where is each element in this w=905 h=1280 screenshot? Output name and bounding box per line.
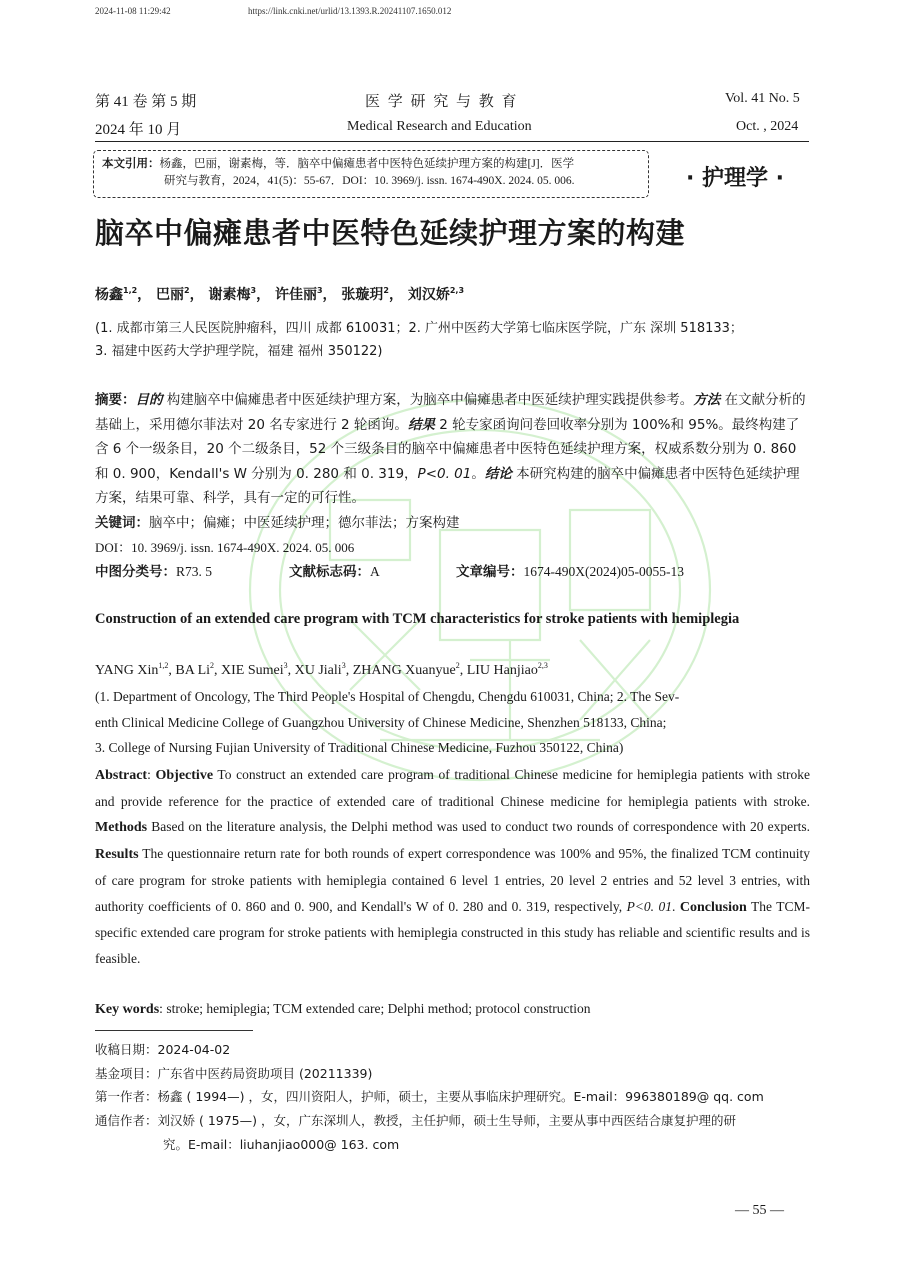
p-value-cn: P<0. 01	[417, 465, 472, 482]
keywords-cn	[95, 511, 810, 536]
doi: DOI：10. 3969/j. issn. 1674-490X. 2024. 05. 006	[95, 540, 355, 555]
clc-value: R73. 5	[176, 564, 213, 579]
results-cn-end: 。	[471, 465, 485, 482]
p-value-en: P<0. 01	[626, 898, 673, 914]
affiliation-cn-line: (1. 成都市第三人民医院肿瘤科，四川 成都 610031；2. 广州中医药大学第七临床医学院，广东 深圳 518133；	[95, 321, 743, 336]
doc-code-label: 文献标志码：	[289, 564, 370, 580]
affiliations-en	[95, 684, 810, 761]
authors-cn: 杨鑫$^{1,2}$， 巴丽$^2$， 谢素梅$^3$， 许佳丽$^3$， 张璇玥$^2$， 刘汉娇$^{2,3}$	[95, 286, 465, 303]
abstract-en: Abstract: Objective To construct an extended care program of traditional Chinese medicine for hemiplegia patients with stroke and provide reference for the practice of extended care of traditional Chinese medicine for hemiplegia patients with stroke. Methods Based on the literature analysis, the Delphi method was used to conduct two rounds of correspondence with 20 experts. Results The questionnaire return rate for both rounds of expert correspondence was 100% and 95%, the finalized TCM continuity of care program for stroke patients with hemiplegia contained 6 level 1 entries, 20 level 2 entries and 52 level 3 entries, with authority coefficients of 0. 860 and 0. 900, and Kendall's W of 0. 280 and 0. 319, respectively, P<0. 01. Conclusion The TCM- specific extended care program for stroke patients with hemiplegia constructed in this study has reliable and scientific results and is feasible.	[95, 767, 810, 966]
author-sup: 2	[184, 286, 190, 295]
doc-code-value: A	[370, 564, 380, 579]
author-en: LIU Hanjiao	[466, 663, 538, 678]
date-cn: 2024 年 10 月	[95, 122, 182, 138]
download-timestamp: 2024-11-08 11:29:42	[95, 6, 171, 16]
authors-en: YANG Xin$^{1,2}$, BA Li$^2$, XIE Sumei$^3$, XU Jiali$^3$, ZHANG Xuanyue$^2$, LIU Hanjiao$^{2,3}$	[95, 661, 548, 678]
author-cn: 许佳丽	[274, 287, 317, 303]
affiliations-cn	[95, 317, 810, 363]
citation-line2: 研究与教育，2024，41(5)：55-67．DOI：10. 3969/j. issn. 1674-490X. 2024. 05. 006.	[164, 175, 575, 187]
author-sup: 1,2	[158, 661, 169, 670]
journal-name-en: Medical Research and Education	[347, 119, 532, 134]
affiliation-cn-line: 3. 福建中医药大学护理学院，福建 福州 350122)	[95, 344, 383, 359]
affiliation-en-line: enth Clinical Medicine College of Guangzhou University of Chinese Medicine, Shenzhen 518133, China;	[95, 714, 667, 730]
download-url[interactable]: https://link.cnki.net/urlid/13.1393.R.20241107.1650.012	[248, 6, 452, 16]
author-cn: 张璇玥	[341, 287, 384, 303]
footnote-first-author: 第一作者：杨鑫 ( 1994—) ，女，四川资阳人，护师，硕士，主要从事临床护理研究。E-mail：996380189@ qq. com	[95, 1089, 764, 1104]
abstract-cn-label: 摘要：	[95, 392, 136, 408]
journal-name-cn: 医 学 研 究 与 教 育	[365, 94, 519, 110]
keywords-cn-label: 关键词：	[95, 515, 149, 531]
article-no-label: 文章编号：	[456, 564, 524, 580]
author-sup: 2	[210, 661, 215, 670]
results-en-label: Results	[95, 847, 139, 863]
objective-cn-label: 目的	[135, 392, 163, 408]
article-title-en: Construction of an extended care program with TCM characteristics for stroke patients with hemiplegia	[95, 611, 740, 627]
author-cn: 巴丽	[156, 287, 185, 303]
header-rule	[95, 141, 809, 142]
keywords-en: Key words: stroke; hemiplegia; TCM extended care; Delphi method; protocol construction	[95, 1001, 591, 1017]
results-en-end: .	[672, 898, 680, 914]
abstract-en-label: Abstract	[95, 768, 148, 783]
footnote-funding: 基金项目：广东省中医药局资助项目 (20211339)	[95, 1066, 373, 1081]
citation-line1: 杨鑫，巴丽，谢素梅，等．脑卒中偏瘫患者中医特色延续护理方案的构建[J]．医学	[159, 158, 575, 170]
methods-cn-label: 方法	[693, 392, 721, 408]
clc-label: 中图分类号：	[95, 564, 176, 580]
author-en: XIE Sumei	[221, 663, 284, 678]
date-en: Oct. , 2024	[736, 119, 799, 134]
results-en: The questionnaire return rate for both rounds of expert correspondence was 100% and 95%, the finalized TCM continuity of care program for stroke patients with hemiplegia contained 6 level 1 entries, 20 level 2 entries and 52 level 3 entries, with authority coefficients of 0. 860 and 0. 900, and Kendall's W of 0. 280 and 0. 319, respectively,	[95, 846, 810, 914]
author-cn: 谢素梅	[208, 287, 251, 303]
vol-issue-en: Vol. 41 No. 5	[725, 91, 800, 106]
conclusion-cn: 本研究构建的脑卒中偏瘫患者中医特色延续护理方案，结果可靠、科学，具有一定的可行性。	[95, 465, 800, 506]
author-sup: 3	[250, 286, 257, 295]
conclusion-cn-label: 结论	[484, 465, 512, 482]
keywords-en-text: stroke; hemiplegia; TCM extended care; Delphi method; protocol construction	[166, 1001, 591, 1016]
author-sup: 2	[383, 286, 389, 295]
keywords-cn-text: 脑卒中；偏瘫；中医延续护理；德尔菲法；方案构建	[149, 515, 460, 531]
author-en: ZHANG Xuanyue	[352, 663, 456, 678]
author-en: XU Jiali	[294, 663, 342, 678]
author-cn: 刘汉娇	[407, 287, 450, 303]
methods-cn: 在文献分析的基础上，采用德尔菲法对 20 名专家进行 2 轮函询。	[95, 392, 806, 433]
results-cn-label: 结果	[407, 416, 435, 433]
author-cn: 杨鑫	[95, 287, 123, 303]
page-number: — 55 —	[735, 1203, 784, 1218]
objective-cn: 构建脑卒中偏瘫患者中医延续护理方案，为脑卒中偏瘫患者中医延续护理实践提供参考。	[162, 392, 694, 408]
vol-issue-cn: 第 41 卷 第 5 期	[95, 94, 197, 110]
author-sup: 3	[283, 661, 288, 670]
author-sup: 3	[316, 286, 323, 295]
author-sup: 2,3	[449, 286, 465, 295]
keywords-en-label: Key words	[95, 1002, 160, 1017]
citation-box	[93, 150, 649, 198]
author-sup: 1,2	[123, 286, 138, 295]
article-title-cn: 脑卒中偏瘫患者中医特色延续护理方案的构建	[95, 216, 686, 250]
footnote-rule	[95, 1030, 253, 1031]
footnote-corresponding: 通信作者：刘汉娇 ( 1975—) ，女，广东深圳人，教授，主任护师，硕士生导师，主要从事中西医结合康复护理的研	[95, 1113, 736, 1128]
article-no-value: 1674-490X(2024)05-0055-13	[523, 564, 684, 579]
footnote-corresponding-cont: 究。E-mail：liuhanjiao000@ 163. com	[163, 1137, 400, 1152]
author-sup: 3	[341, 661, 346, 670]
author-en: BA Li	[175, 663, 211, 678]
affiliation-en-line: 3. College of Nursing Fujian University of Traditional Chinese Medicine, Fuzhou 350122, China)	[95, 740, 624, 756]
methods-en-label: Methods	[95, 820, 148, 836]
objective-en: To construct an extended care program of traditional Chinese medicine for hemiplegia patients with stroke and provide reference for the practice of extended care of traditional Chinese medicine for hemiplegia patients with stroke.	[95, 767, 810, 809]
conclusion-en: The TCM- specific extended care program for stroke patients with hemiplegia constructed in this study has reliable and scientific results and is feasible.	[95, 898, 810, 966]
abstract-cn	[95, 388, 810, 511]
author-en: YANG Xin	[95, 663, 159, 678]
results-cn: 2 轮专家函询问卷回收率分别为 100%和 95%。最终构建了含 6 个一级条目，20 个二级条目，52 个三级条目的脑卒中偏瘫患者中医特色延续护理方案，权威系数分别为 0. 860 和 0. 900，Kendall's W 分别为 0. 280 和 0. 319，	[95, 416, 800, 482]
conclusion-en-label: Conclusion	[679, 899, 747, 915]
author-sup: 2	[455, 661, 460, 670]
objective-en-label: Objective	[155, 768, 214, 783]
footnote-received: 收稿日期：2024-04-02	[95, 1042, 231, 1057]
author-sup: 2,3	[537, 661, 548, 670]
methods-en: Based on the literature analysis, the Delphi method was used to conduct two rounds of correspondence with 20 experts.	[147, 819, 810, 835]
citation-label: 本文引用：	[102, 156, 160, 170]
section-tag: · 护理学 ·	[686, 166, 785, 191]
affiliation-en-line: (1. Department of Oncology, The Third People's Hospital of Chengdu, Chengdu 610031, China; 2. The Sev-	[95, 689, 680, 704]
